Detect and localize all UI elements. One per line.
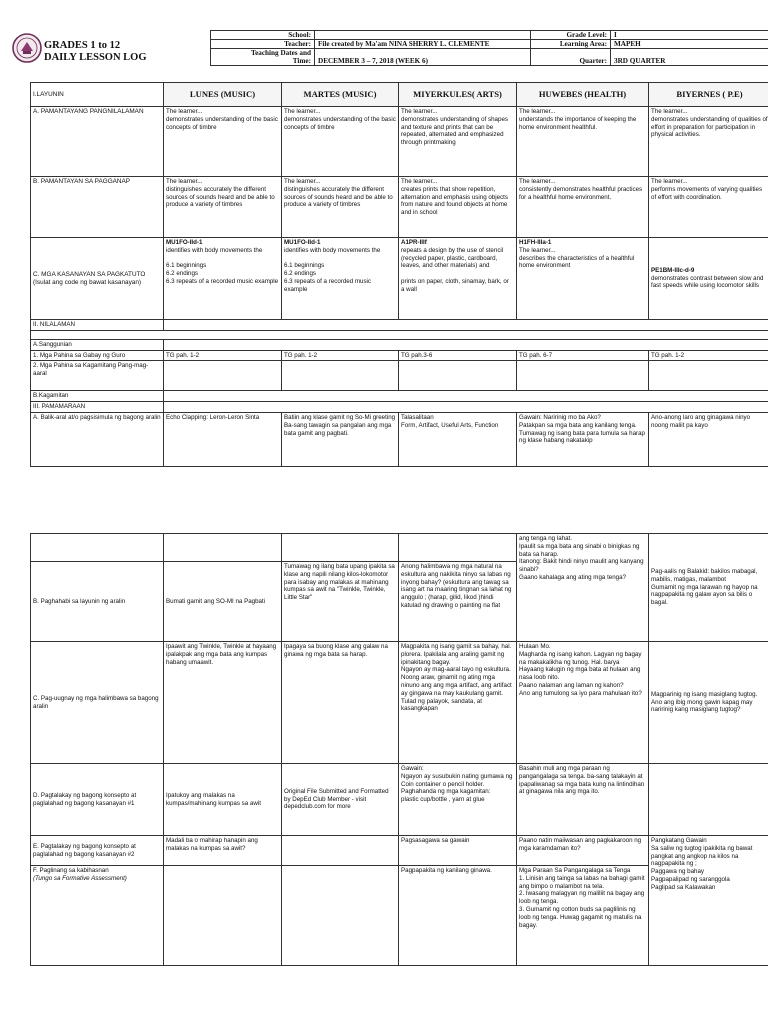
kagamitan-label: B.Kagamitan [31, 391, 164, 402]
table-row [31, 764, 768, 836]
cell-content-standard-mon: The learner... demonstrates understanding of the basic concepts of timbre [164, 107, 282, 177]
cell-concept2-mon: Madali ba o mahirap hanapin ang malakas na kumpas sa awit? [164, 836, 282, 866]
teaching-dates-label-2: Time: [292, 57, 311, 65]
cell-concept1-tue: Original File Submitted and Formatted by DepEd Club Member - visit depedclub.com for more [282, 764, 399, 836]
table-row [31, 350, 768, 361]
cell-review-wed: Talasalitaan Form, Artifact, Useful Arts, Function [399, 412, 517, 466]
section-pamamaraan-label: III. PAMAMARAAN [31, 402, 164, 413]
cell-performance-standard-thu: The learner... consistently demonstrates healthful practices for a healthful home environment. [517, 177, 649, 238]
kagamitan-content [164, 391, 768, 402]
cell-concept1-wed: Gawain: Ngayon ay susubukin nating gumawa ng Coin container o pencil holder. Paghahanda ng mga kagamitan: plastic cup/bottle , yarn at glue [399, 764, 517, 836]
cell-concept1-mon: Ipatukoy ang malakas na kumpas/mahinang kumpas sa awit [164, 764, 282, 836]
nilalaman-content [164, 320, 768, 331]
table-row [31, 361, 768, 391]
header-info-table [210, 30, 768, 66]
cell-concept2-fri: Pangkatang Gawain Sa saliw ng tugtog ipakikita ng bawat pangkat ang angkop na kilos na nagpapakita ng ; Paggawa ng bahay Pagpapalipad ng saranggola Paglipad sa Kalawakan [649, 836, 768, 966]
cell-content-standard-fri: The learner... demonstrates understanding of qualities of effort in preparation for participation in physical activities. [649, 107, 768, 177]
cell-continued-fri: Pag-aalis ng Balakid: bakilos mabagal, mabilis, matigas, malambot Gumamit ng mga larawan ng hayop na nagpapakita ng galaw ayon sa bilis o bagal. [649, 534, 768, 642]
cell-lm-tue [282, 361, 399, 391]
cell-performance-standard-tue: The learner... distinguishes accurately the different sources of sounds heard and be able to produce a variety of timbres [282, 177, 399, 238]
cell-examples-fri: Magparinig ng isang masiglang tugtog. Ano ang ibig mong gawin kapag may naririnig kang masiglang tugtog? [649, 642, 768, 764]
row-label-review: A. Balik-aral at/o pagsisimula ng bagong aralin [31, 412, 164, 466]
teaching-dates-label [211, 49, 315, 66]
cell-tg-thu: TG pah. 6-7 [517, 350, 649, 361]
school-label: School: [211, 31, 315, 40]
cell-motive-mon: Bumati gamit ang SO-MI na Pagbati [164, 562, 282, 642]
cell-mastery-mon [164, 866, 282, 966]
row-label-examples: C. Pag-uugnay ng mga halimbawa sa bagong aralin [31, 642, 164, 764]
competency-code-tue: MU1FO-IId-1 [284, 239, 321, 246]
cell-review-fri: Ano-anong laro ang ginagawa ninyo noong maliit pa kayo [649, 412, 768, 466]
cell-review-thu: Gawain: Naririnig mo ba Ako? Patakpan sa mga bata ang kanilang tenga. Tumawag ng isang bata para tumula sa harap ng klase habang nakatakip [517, 412, 649, 466]
grade-level-value: I [611, 31, 768, 40]
cell-continued-wed [399, 534, 517, 562]
cell-mastery-tue [282, 866, 399, 966]
mastery-label: F. Paglinang sa kabihasnan [33, 867, 109, 874]
cell-concept1-thu: Basahin muli ang mga paraan ng pangangalaga sa tenga. ba-sang talakayin at ipapaliwanag sa mga bata kung na lintindihan at ginagawa nila ang mga ito. [517, 764, 649, 836]
competency-text-fri: demonstrates contrast between slow and fast speeds while using locomotor skills [651, 274, 764, 290]
teaching-dates-label-1: Teaching Dates and [250, 49, 311, 57]
row-label-content-standard: A. PAMANTAYANG PANGNILALAMAN [31, 107, 164, 177]
cell-concept2-wed: Pagsasagawa sa gawain [399, 836, 517, 866]
cell-mastery-wed: Pagpapakita ng kanilang ginawa. [399, 866, 517, 966]
row-label-concept-2: E. Pagtalakay ng bagong konsepto at paglalahad ng bagong kasanayan #2 [31, 836, 164, 866]
competency-code-wed: A1PR-IIIf [401, 239, 427, 246]
quarter-value: 3RD QUARTER [611, 49, 768, 66]
deped-seal-logo [12, 33, 42, 63]
learning-area-value: MAPEH [611, 40, 768, 49]
cell-continued-thu: ang tenga ng lahat. Ipaulit sa mga bata ang sinabi o binigkas ng bata sa harap. Itanong: Bakit hindi ninyo maulit ang kanyang sinabi? Gaano kahalaga ang ating mga tenga? [517, 534, 649, 642]
table-row [31, 642, 768, 764]
section-nilalaman-label: II. NILALAMAN [31, 320, 164, 331]
cell-competency-fri [649, 238, 768, 320]
competency-text-thu: The learner... describes the characteristics of a healthful home environment [519, 246, 635, 270]
cell-content-standard-wed: The learner... demonstrates understanding of shapes and texture and prints that can be repeated, alternated and emphasized through printmaking [399, 107, 517, 177]
table-row [31, 412, 768, 466]
document-title [44, 40, 147, 64]
cell-competency-mon [164, 238, 282, 320]
grade-level-label: Grade Level: [531, 31, 611, 40]
cell-continued-mon [164, 534, 282, 562]
cell-tg-wed: TG pah.3-6 [399, 350, 517, 361]
competency-text-tue: identifies with body movements the 6.1 beginnings 6.2 endings 6.3 repeats of a recorded music example [284, 246, 381, 293]
sanggunian-content [164, 339, 768, 350]
cell-performance-standard-mon: The learner... distinguishes accurately the different sources of sounds heard and be able to produce a variety of timbres [164, 177, 282, 238]
lesson-log-table-page-1 [30, 82, 768, 467]
table-row [31, 177, 768, 238]
cell-continued-label [31, 534, 164, 562]
competency-code-mon: MU1FO-IId-1 [166, 239, 203, 246]
cell-lm-mon [164, 361, 282, 391]
cell-performance-standard-wed: The learner... creates prints that show repetition, alternation and emphasis using objects from nature and found objects at home and in school [399, 177, 517, 238]
cell-lm-wed [399, 361, 517, 391]
day-header-monday: LUNES (MUSIC) [164, 83, 282, 107]
cell-motive-wed: Anong halimbawa ng mga natural na eskultura ang nakikita ninyo sa labas ng inyong bahay? (eskultura ang tawag sa isang art na maaring tingnan sa lahat ng anggulo ; (harap, gilid, likod )hindi katulad ng drawing o painting na flat [399, 562, 517, 642]
competency-text-wed: repeats a design by the use of stencil (recycled paper, plastic, cardboard, leaves, and other materials) and prints on paper, cloth, sinamay, bark, or a wall [401, 246, 509, 293]
cell-concept1-fri [649, 764, 768, 836]
row-label-competencies: C. MGA KASANAYAN SA PAGKATUTO (Isulat ang code ng bawat kasanayan) [31, 238, 164, 320]
competency-code-thu: H1FH-IIIa-1 [519, 239, 552, 246]
cell-examples-thu: Hulaan Mo. Magharda ng isang kahon. Lagyan ng bagay na makakalikha ng tunog. Hal. barya Hayaang kalugin ng mga bata at hulaan ang nasa loob nito. Paano nalaman ang laman ng kahon? Ano ang tumulong sa iyo para mahulaan ito? [517, 642, 649, 764]
row-label-learner-materials: 2. Mga Pahina sa Kagamitang Pang-mag-aaral [31, 361, 164, 391]
cell-concept2-thu: Paano natin maiiwasan ang pagkakaroon ng mga karamdaman ito? [517, 836, 649, 866]
cell-lm-thu [517, 361, 649, 391]
cell-examples-wed: Magpakita ng isang gamit sa bahay, hal. plorera. Ipakilala ang araling gamit ng ipinakitang bagay. Ngayon ay mag-aaral tayo ng eskultura. Noong araw, ginamit ng ating mga ninuno ang ang mga artifact, ang artifact ay gingawa na may kaukulang gamit. Tulad ng palayok, sandata, at kasangkapan [399, 642, 517, 764]
mastery-sublabel: (Tungo sa Formative Assessment) [33, 874, 127, 882]
cell-content-standard-thu: The learner... understands the importance of keeping the home environment healthful. [517, 107, 649, 177]
cell-competency-thu [517, 238, 649, 320]
title-line-1: GRADES 1 to 12 [44, 40, 121, 51]
cell-tg-mon: TG pah. 1-2 [164, 350, 282, 361]
quarter-label: Quarter: [531, 49, 611, 66]
row-label-teacher-guide: 1. Mga Pahina sa Gabay ng Guro [31, 350, 164, 361]
competency-text-mon: identifies with body movements the 6.1 beginnings 6.2 endings 6.3 repeats of a recorded music example [166, 246, 279, 285]
cell-performance-standard-fri: The learner... performs movements of varying qualities of effort with coordination. [649, 177, 768, 238]
table-row [31, 107, 768, 177]
cell-competency-tue [282, 238, 399, 320]
day-header-thursday: HUWEBES (HEALTH) [517, 83, 649, 107]
cell-review-tue: Batiin ang klase gamit ng So-Mi greeting Ba-sang tawagin sa pangalan ang mga bata gamit ang pagbati. [282, 412, 399, 466]
teaching-dates-value: DECEMBER 3 – 7, 2018 (WEEK 6) [315, 49, 531, 66]
cell-tg-tue: TG pah. 1-2 [282, 350, 399, 361]
sanggunian-label: A.Sanggunian [31, 339, 164, 350]
cell-mastery-thu: Mga Paraan Sa Pangangalaga sa Tenga 1. Linisin ang tainga sa labas na bahagi gamit ang bimpo o malambot na tela. 2. Iwasang malagyan ng maliliit na bagay ang loob ng tenga. 3. Gumamit ng cotton buds sa paglilinis ng loob ng tenga. Huwag gagamit ng matulis na bagay. [517, 866, 649, 966]
cell-motive-tue: Tumawag ng ilang bata upang ipakita sa klase ang napili nilang kilos-lokomotor para isabay ang malakas at mahinang kumpas sa awit na "Twinkle, Twinkle, Little Star" [282, 562, 399, 642]
cell-content-standard-tue: The learner... demonstrates understanding of the basic concepts of timbre [282, 107, 399, 177]
cell-tg-fri: TG pah. 1-2 [649, 350, 768, 361]
spacer-row [31, 330, 768, 339]
cell-examples-mon: Ipaawit ang Twinkle, Twinkle at hayaang ipalakpak ang mga bata ang kumpas habang umaawit. [164, 642, 282, 764]
competency-code-fri: PE1BM-IIIc-d-9 [651, 266, 695, 274]
teacher-label: Teacher: [211, 40, 315, 49]
day-header-friday: BIYERNES ( P.E) [649, 83, 768, 107]
section-layunin-label: I.LAYUNIN [31, 83, 164, 107]
school-value [315, 31, 531, 40]
table-row [31, 238, 768, 320]
row-label-performance-standard: B. PAMANTAYAN SA PAGGANAP [31, 177, 164, 238]
pamamaraan-content [164, 402, 768, 413]
day-header-tuesday: MARTES (MUSIC) [282, 83, 399, 107]
cell-concept2-tue [282, 836, 399, 866]
table-row [31, 836, 768, 866]
cell-lm-fri [649, 361, 768, 391]
table-row [31, 534, 768, 562]
cell-review-mon: Echo Clapping: Leron-Leron Sinta [164, 412, 282, 466]
lesson-log-table-page-2 [30, 533, 768, 966]
cell-continued-tue [282, 534, 399, 562]
title-line-2: DAILY LESSON LOG [44, 52, 147, 63]
row-label-concept-1: D. Pagtalakay ng bagong konsepto at paglalahad ng bagong kasanayan #1 [31, 764, 164, 836]
day-header-wednesday: MIYERKULES( ARTS) [399, 83, 517, 107]
row-label-motive: B. Paghahabi sa layunin ng aralin [31, 562, 164, 642]
row-label-mastery [31, 866, 164, 966]
learning-area-label: Learning Area: [531, 40, 611, 49]
cell-competency-wed [399, 238, 517, 320]
cell-examples-tue: Ipagaya sa buong klase ang galaw na ginawa ng mga bata sa harap. [282, 642, 399, 764]
teacher-value: File created by Ma'am NINA SHERRY L. CLEMENTE [315, 40, 531, 49]
